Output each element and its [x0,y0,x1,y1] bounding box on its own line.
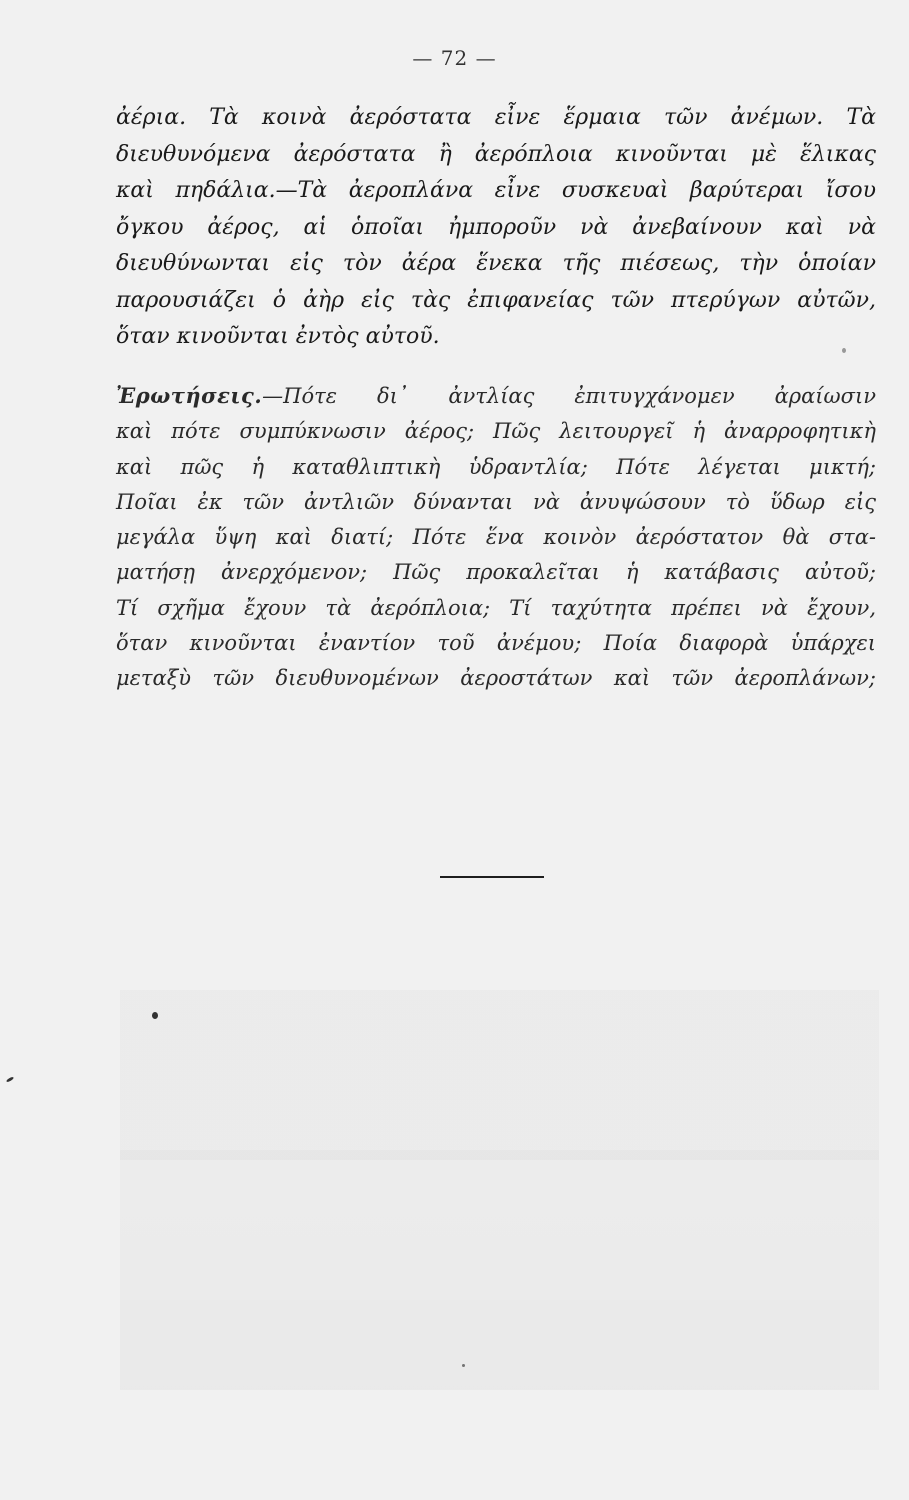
text-line: ἀέρια. Τὰ κοινὰ ἀερόστατα εἶνε ἕρμαια τῶν ἀνέμων. Τὰ [116,105,876,130]
text-line: μεγάλα ὕψη καὶ διατί; Πότε ἕνα κοινὸν ἀερόστατον θὰ στα- [116,525,876,550]
paragraph-aerostats [116,100,876,356]
text-line: ὄγκου ἀέρος, αἱ ὁποῖαι ἠμποροῦν νὰ ἀνεβαίνουν καὶ νὰ [116,214,876,240]
text-line: καὶ πηδάλια.—Τὰ ἀεροπλάνα εἶνε συσκευαὶ βαρύτεραι ἴσου [116,178,876,203]
paragraph-questions [116,378,876,697]
section-divider [440,876,544,878]
text-line: ὅταν κινοῦνται ἐναντίον τοῦ ἀνέμου; Ποία διαφορὰ ὑπάρχει [116,631,876,656]
show-through-shadow [120,990,879,1160]
show-through-shadow [120,1150,879,1390]
ink-speck [842,348,846,353]
text-line: διευθύνωνται εἰς τὸν ἀέρα ἕνεκα τῆς πιέσεως, τὴν ὁποίαν [116,251,876,276]
text-line: ματήσῃ ἀνερχόμενον; Πῶς προκαλεῖται ἡ κατάβασις αὐτοῦ; [116,560,876,585]
ink-speck [6,1076,14,1083]
page-number: — 72 — [412,46,497,70]
text-line: ὅταν κινοῦνται ἐντὸς αὐτοῦ. [116,324,440,349]
text-line: Τί σχῆμα ἔχουν τὰ ἀερόπλοια; Τί ταχύτητα πρέπει νὰ ἔχουν, [116,595,876,620]
questions-label: Ἐρωτήσεις. [116,383,263,408]
text-line: Ποῖαι ἐκ τῶν ἀντλιῶν δύνανται νὰ ἀνυψώσουν τὸ ὕδωρ εἰς [116,489,876,514]
text-line: μεταξὺ τῶν διευθυνομένων ἀεροστάτων καὶ τῶν ἀεροπλάνων; [116,666,876,691]
questions-first-line: —Πότε δι᾿ ἀντλίας ἐπιτυγχάνομεν ἀραίωσιν [262,384,876,408]
text-line: παρουσιάζει ὁ ἀὴρ εἰς τὰς ἐπιφανείας τῶν πτερύγων αὐτῶν, [116,287,876,313]
text-line: καὶ πότε συμπύκνωσιν ἀέρος; Πῶς λειτουργεῖ ἡ ἀναρροφητικὴ [116,419,876,444]
text-line: διευθυνόμενα ἀερόστατα ἢ ἀερόπλοια κινοῦνται μὲ ἕλικας [116,141,876,167]
text-line [116,378,876,414]
text-line: καὶ πῶς ἡ καταθλιπτικὴ ὑδραντλία; Πότε λέγεται μικτή; [116,454,876,479]
